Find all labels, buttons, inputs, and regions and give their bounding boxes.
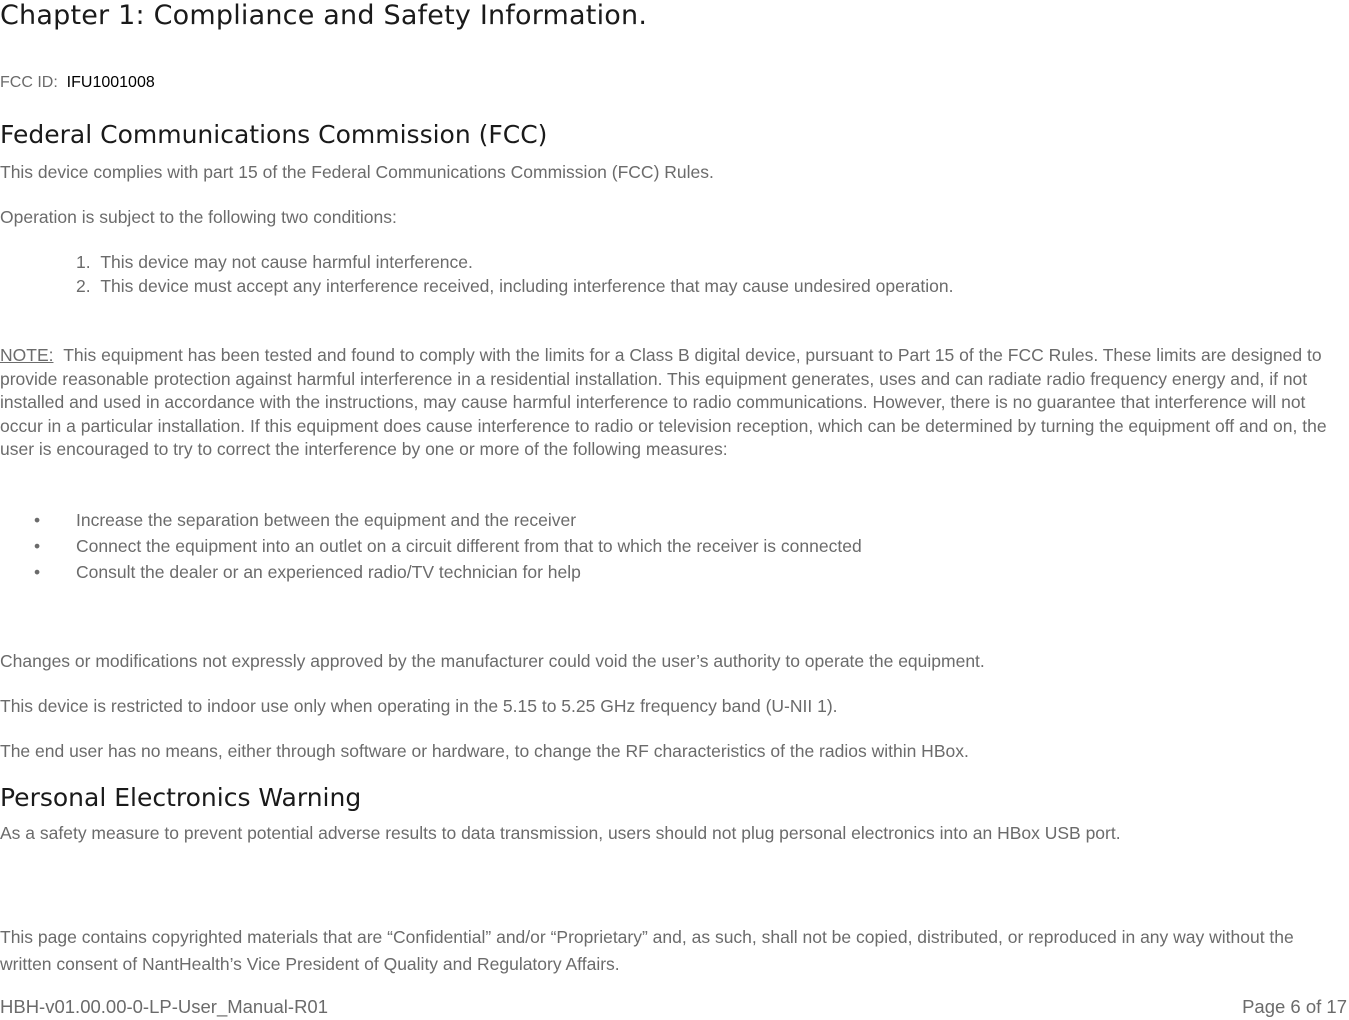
confidential-notice: This page contains copyrighted materials that are “Confidential” and/or “Proprietary” and, as such, shall not be copied, distributed, or reproduced in any way without the written consent of NantHealth’s Vice President of Quality and Regulatory Affairs. — [0, 927, 1294, 974]
chapter-title: Chapter 1: Compliance and Safety Information. — [0, 0, 648, 31]
personal-warning-text: As a safety measure to prevent potential adverse results to data transmission, users should not plug personal electronics into an HBox USB port. — [0, 823, 1121, 843]
fcc-id-line — [0, 74, 155, 92]
condition-number: 1. — [76, 252, 91, 272]
condition-number: 2. — [76, 276, 91, 296]
rf-paragraph: The end user has no means, either through software or hardware, to change the RF characteristics of the radios within HBox. — [0, 741, 969, 761]
fcc-section-heading: Federal Communications Commission (FCC) — [0, 120, 548, 149]
measure-item: Connect the equipment into an outlet on a circuit different from that to which the receiver is connected — [76, 536, 862, 556]
footer-page-number: Page 6 of 17 — [1242, 996, 1347, 1017]
note-text: This equipment has been tested and found to comply with the limits for a Class B digital device, pursuant to Part 15 of the FCC Rules. These limits are designed to provide reasonable protection against harmful interference in a residential installation. This equipment generates, uses and can radiate radio frequency energy and, if not installed and used in accordance with the instructions, may cause harmful interference to radio communications. However, there is no guarantee that interference will not occur in a particular installation. If this equipment does cause interference to radio or television reception, which can be determined by turning the equipment off and on, the user is encouraged to try to correct the interference by one or more of the following measures: — [0, 345, 1327, 459]
condition-text: This device must accept any interference received, including interference that may cause undesired operation. — [100, 276, 954, 296]
personal-section-heading: Personal Electronics Warning — [0, 783, 362, 812]
fcc-id-value: IFU1001008 — [66, 74, 155, 91]
measure-item: Increase the separation between the equipment and the receiver — [76, 510, 577, 530]
condition-item — [76, 252, 473, 273]
note-label: NOTE: — [0, 345, 54, 365]
footer-doc-id: HBH-v01.00.00-0-LP-User_Manual-R01 — [0, 996, 329, 1017]
changes-paragraph: Changes or modifications not expressly approved by the manufacturer could void the user’s authority to operate the equipment. — [0, 651, 985, 671]
condition-text: This device may not cause harmful interference. — [100, 252, 473, 272]
conditions-intro: Operation is subject to the following two conditions: — [0, 207, 397, 227]
fcc-intro: This device complies with part 15 of the Federal Communications Commission (FCC) Rules. — [0, 162, 714, 182]
bullet-icon: • — [34, 536, 41, 556]
condition-item — [76, 276, 953, 297]
bullet-icon: • — [34, 510, 41, 530]
bullet-icon: • — [34, 562, 41, 582]
fcc-id-label: FCC ID: — [0, 74, 58, 91]
measure-item: Consult the dealer or an experienced radio/TV technician for help — [76, 562, 581, 582]
note-paragraph — [0, 344, 1346, 462]
indoor-paragraph: This device is restricted to indoor use only when operating in the 5.15 to 5.25 GHz frequency band (U-NII 1). — [0, 696, 838, 716]
